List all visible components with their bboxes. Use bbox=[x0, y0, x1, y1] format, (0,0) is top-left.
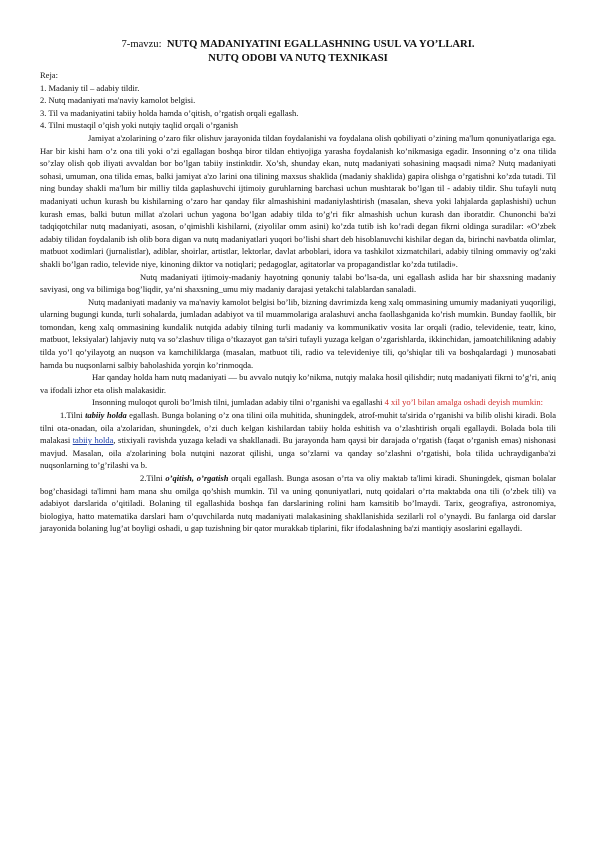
topic-number: 7-mavzu: bbox=[121, 39, 162, 50]
plan-item-2: 2. Nutq madaniyati ma'naviy kamolot belgisi. bbox=[40, 95, 196, 106]
paragraph-3: Nutq madaniyati madaniy va ma'naviy kamolot belgisi bo’lib, bizning davrimizda keng xalq ommasining umumiy madaniyati yuqoriligi, ularning bugungi kunda, turli sohalarda, jumladan adabiyot va til muammolariga aralashuvi ancha faollashganida ko’rish mumkin. Bunday faollik, bir tomondan, keng xalq ommasining kundalik nutqida adabiy tilning turli madaniy va kommunikativ vosita lar orqali (radio, televidenie, teatr, kino, matbuot, leksiyalar) lahjaviy nutq va so’zlashuv tiliga o’tkazayot gan ta'siri tufayli yuzaga kelgan o’zgarishlarda, ikkinchidan, jamoatchilikning adabiy tilda yo’l qo’yilayotg an nuqson va kamchiliklarga (masalan, matbuot tili, radio va televideniye tili, qo’shiqlar tili va boshqalardagi ) munosabati hamda bu nuqsonlarni salbiy baholashida yorqin ko’rinmoqda. bbox=[40, 296, 556, 370]
topic-title: NUTQ MADANIYATINI EGALLASHNING USUL VA YO’LLARI. bbox=[166, 39, 475, 50]
plan-item-3: 3. Til va madaniyatini tabiiy holda hamda o’qitish, o’rgatish orqali egallash. bbox=[40, 107, 299, 118]
paragraph-4: Har qanday holda ham nutq madaniyati — bu avvalo nutqiy ko’nikma, nutqiy malaka hosil qilishdir; nutq madaniyati fikrni to’g’ri, aniq va ifodali izhor eta olish malakasidir. bbox=[40, 372, 556, 395]
plan-item-1: 1. Madaniy til – adabiy tildir. bbox=[40, 82, 140, 93]
title-line-1 bbox=[40, 38, 556, 52]
emphasis-text: tabiiy holda bbox=[85, 410, 127, 421]
hyperlink[interactable]: tabiiy holda bbox=[72, 435, 114, 446]
emphasis-text: o’qitish, o’rgatish bbox=[165, 473, 229, 483]
highlighted-text: 4 xil yo’l bilan amalga oshadi deyish mumkin: bbox=[384, 397, 544, 408]
document-title bbox=[40, 38, 556, 66]
plan-heading: Reja: bbox=[40, 70, 58, 80]
title-line-2: NUTQ ODOBI VA NUTQ TEXNIKASI bbox=[208, 53, 388, 64]
document-page bbox=[40, 38, 556, 535]
paragraph-2: Nutq madaniyati ijtimoiy-madaniy hayotning qonuniy talabi bo’lsa-da, uni egallash aslida har bir shaxsning madaniy saviyasi, ong va bilimiga bog’liqdir, ya’ni shaxsning_umu miy madaniy darajasi yetakchi talablardan sanaladi. bbox=[40, 271, 556, 295]
plan-item-4: 4. Tilni mustaqil o’qish yoki nutqiy taqlid orqali o’rganish bbox=[40, 120, 238, 131]
paragraph-1: Jamiyat a'zolarining o’zaro fikr olishuv jarayonida tildan foydalanishi va foydalana olish qobiliyati o’zining ma'lum qonuniyatlariga ega. Har bir kishi ham o’z ona tili yoki o’zi egallagan boshqa biror tildan ehtiyojiga yarasha foydalanish ko’nikmasiga egadir. Insonning o’z ona tilida so’zlay olish qob iliyati avvaldan bor bo’lgan tabiiy instinktdir. Xo’sh, shunday ekan, nutq madaniyati sohasining maqsadi nima? Nutq madaniyati sohasi, umuman, ona tilida emas, balki jamiyat a'zo larini ona tilining maxsus shaklida (madaniy shaklida) gapira olishga o’rgatishni ko’zda tutadi. Til ning bunday shakli ma'lum bir milliy tilda gaplashuvchi ijtimoiy guruhlarning barchasi uchun mushtarak bo’lgan til - adabiy tildir. Shu tufayli nutq madaniyati uchun kurash bu kishilarning o’zaro har qanday fikr almashishini madaniylashtirish (masalan, sheva yoki lahjalarda gaplashishi) uchun kurash emas, balki butun millat a'zolari uchun yagona bo’lgan adabiy tilda to’g’ri fikr almashish uchun kurash dan iboratdir. Chunonchi ba'zi tadqiqotchilar nutq madaniyati, asosan, o’qimishli kishilarni, (ziyolilar omm asini) ko’zda tutib ish ko’radi degan fikrni oldinga suradilar: «O’zbek adabiy tilidan foydalanib ish olib bora digan va nutq madaniyatlari yuqori bo’lishi shart deb hisoblanuvchi kishilar degan da, birinchi navbatda olimlar, matbuot xodimlari (jurnalistlar), adiblar, shoirlar, artistlar, lektorlar, davlat arboblari, idora va tashkilot xizmatchilari, adabiy tilning ommaviy og’zaki shakli bo’lgan radio, televide niye, kinoning diktor va notiqlari; pedagoglar, agitatorlar va propagandistlar ko’zda tutiladi». bbox=[40, 132, 556, 269]
paragraph-7: 2.Tilni o’qitish, o’rgatish orqali egallash. Bunga asosan o’rta va oliy maktab ta'limi kiradi. Shuningdek, qisman bolalar bog’chasidagi ta'limni ham mana shu omilga qo’shish mumkin. Til va uning qonuniyatlari, nutq qoidalari o’rta maktabda ona tili (o’zbek tili) va adabiyot darslarida o’qitiladi. Bolaning til egallashida boshqa fan darslarining rolini ham kamsitib bo’lmaydi. Tarix, geografiya, astronomiya, biologiya, hatto matematika darslari ham o’quvchilarda nutq madaniyati malakasining shakllanishida sezilarli rol o’ynaydi. Bu fanlarga oid darslar jarayonida bolaning lug’at boyligi oshadi, u gap tuzishning bir qator murakkab tiplarini, fikr ifodalashning ba'zi mantiqiy asoslarini egallaydi. bbox=[40, 473, 556, 534]
paragraph-5: Insonning muloqot quroli bo’lmish tilni, jumladan adabiy tilni o’rganishi va egallashi 4 xil yo’l bilan amalga oshadi deyish mumkin: bbox=[92, 397, 544, 408]
paragraph-6: 1.Tilni tabiiy holda egallash. Bunga bolaning o’z ona tilini oila muhitida, shuningdek, atrof-muhit ta'sirida o’rganishi va bilib olishi kiradi. Bola tilni ota-onadan, oila a'zolaridan, shuningdek, o’zi duch kelgan kishilardan tabiiy holda eshitish va o’zlashtirish orqali egallaydi. Bolada bola tili malakasi tabiiy holda, stixiyali ravishda yuzaga keladi va shakllanadi. Bu jarayonda ham qaysi bir darajada o’rgatish (faqat o’rganish emas) nishonasi mavjud. Masalan, oila a'zolarining bola nutqini nazorat qilishi, unga so’zlarni va qanday so’zlashni o’rgatishi, bola tilida uchraydiganba'zi nuqsonlarning to’g’rilashi va b. bbox=[40, 410, 556, 471]
document-body bbox=[40, 69, 556, 535]
